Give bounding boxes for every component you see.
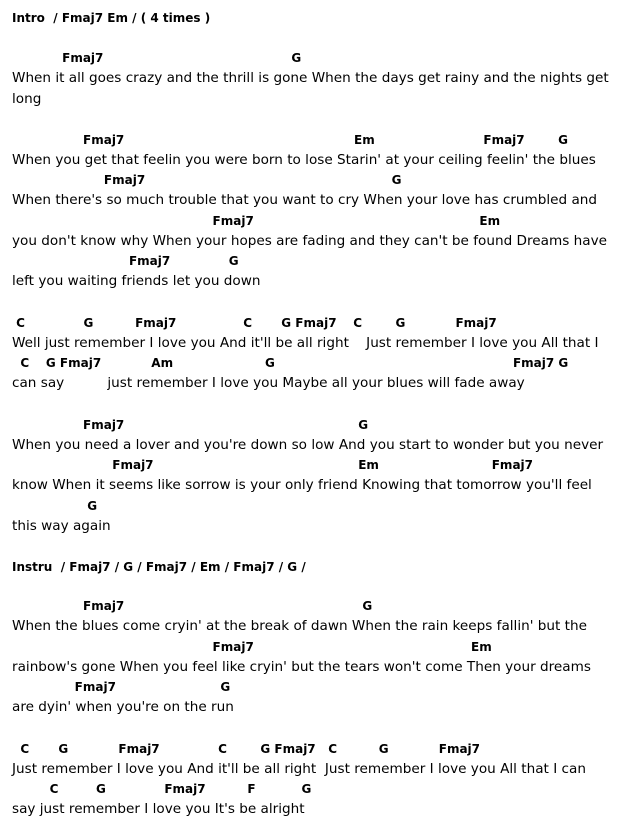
chord-line: C G Fmaj7 Am G Fmaj7 G [12, 356, 569, 370]
chord-line: Fmaj7 G [12, 418, 369, 432]
chord-line: G [12, 499, 98, 513]
lyric-line: When you need a lover and you're down so low And you start to wonder but you never [12, 437, 604, 453]
intro-line: Intro / Fmaj7 Em / ( 4 times ) [12, 11, 211, 25]
chord-line: Fmaj7 G [12, 254, 239, 268]
lyric-line: left you waiting friends let you down [12, 273, 261, 289]
chord-line: Fmaj7 Em Fmaj7 G [12, 133, 568, 147]
lyric-line: Just remember I love you And it'll be all right Just remember I love you All that I can [12, 761, 586, 777]
chord-line: C G Fmaj7 F G [12, 782, 312, 796]
lyric-line: Well just remember I love you And it'll be all right Just remember I love you All that I [12, 335, 599, 351]
chord-line: Fmaj7 Em [12, 214, 501, 228]
chord-line: Fmaj7 G [12, 51, 302, 65]
lyric-line: When the blues come cryin' at the break of dawn When the rain keeps fallin' but the [12, 618, 587, 634]
lyric-line: When you get that feelin you were born to lose Starin' at your ceiling feelin' the blues [12, 152, 596, 168]
chord-line: Fmaj7 G [12, 599, 373, 613]
chord-line: Fmaj7 G [12, 680, 231, 694]
lyric-line: can say just remember I love you Maybe all your blues will fade away [12, 375, 525, 391]
lyric-line: say just remember I love you It's be alright [12, 801, 305, 817]
chord-line: C G Fmaj7 C G Fmaj7 C G Fmaj7 [12, 742, 481, 756]
chord-line: C G Fmaj7 C G Fmaj7 C G Fmaj7 [12, 316, 497, 330]
lyric-line: are dyin' when you're on the run [12, 699, 234, 715]
lyric-line: this way again [12, 518, 111, 534]
lyric-line: When there's so much trouble that you want to cry When your love has crumbled and [12, 192, 598, 208]
lyric-line: rainbow's gone When you feel like cryin' but the tears won't come Then your dreams [12, 659, 591, 675]
instru-line: Instru / Fmaj7 / G / Fmaj7 / Em / Fmaj7 / G / [12, 560, 306, 574]
chord-line: Fmaj7 Em [12, 640, 492, 654]
lyric-line: know When it seems like sorrow is your only friend Knowing that tomorrow you'll feel [12, 477, 592, 493]
lyric-line: long [12, 91, 42, 107]
lyric-line: When it all goes crazy and the thrill is gone When the days get rainy and the nights get [12, 70, 609, 86]
chord-line: Fmaj7 G [12, 173, 402, 187]
chord-line: Fmaj7 Em Fmaj7 [12, 458, 533, 472]
lyric-line: you don't know why When your hopes are fading and they can't be found Dreams have [12, 233, 607, 249]
